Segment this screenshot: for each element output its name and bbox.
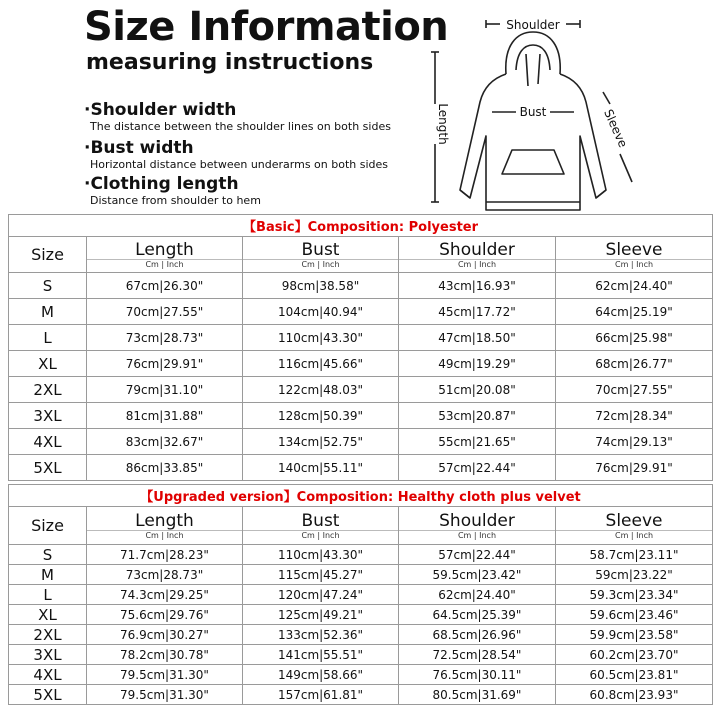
size-cell: 2XL (9, 377, 87, 403)
shoulder-header (399, 237, 556, 273)
column-name: Length (135, 510, 194, 531)
size-cell: L (9, 325, 87, 351)
column-name: Bust (301, 510, 340, 531)
size-cell: 2XL (9, 625, 87, 645)
bust-cell: 98cm|38.58" (243, 273, 399, 299)
shoulder-label: Shoulder (506, 18, 560, 32)
unit-label: Cm | Inch (243, 530, 398, 540)
instruction-description: Horizontal distance between underarms on both sides (90, 158, 389, 171)
instruction-description: The distance between the shoulder lines on both sides (90, 120, 391, 133)
shoulder-cell: 57cm|22.44" (399, 545, 556, 565)
shoulder-cell: 43cm|16.93" (399, 273, 556, 299)
bust-cell: 116cm|45.66" (243, 351, 399, 377)
unit-label: Cm | Inch (87, 259, 242, 269)
bust-cell: 149cm|58.66" (243, 665, 399, 685)
instruction-heading: ·Clothing length (84, 174, 239, 194)
size-cell: L (9, 585, 87, 605)
length-cell: 81cm|31.88" (87, 403, 243, 429)
sleeve-header (556, 507, 713, 545)
table-header-row (9, 237, 713, 273)
column-name: Length (135, 239, 194, 260)
shoulder-cell: 53cm|20.87" (399, 403, 556, 429)
sleeve-label: Sleeve (601, 107, 631, 150)
unit-label: Cm | Inch (87, 530, 242, 540)
column-name: Sleeve (605, 510, 663, 531)
length-cell: 67cm|26.30" (87, 273, 243, 299)
size-cell: S (9, 273, 87, 299)
sleeve-cell: 59.9cm|23.58" (556, 625, 713, 645)
bust-cell: 128cm|50.39" (243, 403, 399, 429)
length-cell: 79.5cm|31.30" (87, 665, 243, 685)
length-header (87, 237, 243, 273)
shoulder-cell: 68.5cm|26.96" (399, 625, 556, 645)
table-header-row (9, 507, 713, 545)
bust-cell: 157cm|61.81" (243, 685, 399, 705)
shoulder-cell: 76.5cm|30.11" (399, 665, 556, 685)
table-row (9, 585, 713, 605)
table-row (9, 325, 713, 351)
table-row (9, 429, 713, 455)
bust-cell: 134cm|52.75" (243, 429, 399, 455)
sleeve-cell: 72cm|28.34" (556, 403, 713, 429)
sleeve-cell: 60.2cm|23.70" (556, 645, 713, 665)
length-cell: 71.7cm|28.23" (87, 545, 243, 565)
instruction-heading: ·Shoulder width (84, 100, 237, 120)
length-cell: 83cm|32.67" (87, 429, 243, 455)
sleeve-cell: 60.5cm|23.81" (556, 665, 713, 685)
bust-label: Bust (519, 105, 547, 119)
column-name: Bust (301, 239, 340, 260)
length-cell: 79cm|31.10" (87, 377, 243, 403)
unit-label: Cm | Inch (399, 259, 555, 269)
sleeve-cell: 76cm|29.91" (556, 455, 713, 481)
table-caption: 【Upgraded version】Composition: Healthy cloth plus velvet (9, 485, 713, 507)
column-name: Shoulder (439, 510, 515, 531)
length-cell: 70cm|27.55" (87, 299, 243, 325)
bust-cell: 133cm|52.36" (243, 625, 399, 645)
hoodie-measurement-diagram (420, 12, 650, 212)
bust-cell: 115cm|45.27" (243, 565, 399, 585)
shoulder-cell: 64.5cm|25.39" (399, 605, 556, 625)
page-title: Size Information (84, 4, 449, 50)
table-row (9, 299, 713, 325)
sleeve-cell: 59.6cm|23.46" (556, 605, 713, 625)
shoulder-cell: 59.5cm|23.42" (399, 565, 556, 585)
sleeve-cell: 60.8cm|23.93" (556, 685, 713, 705)
shoulder-cell: 45cm|17.72" (399, 299, 556, 325)
size-cell: 4XL (9, 665, 87, 685)
size-cell: M (9, 299, 87, 325)
table-row (9, 403, 713, 429)
shoulder-cell: 72.5cm|28.54" (399, 645, 556, 665)
sleeve-cell: 59.3cm|23.34" (556, 585, 713, 605)
length-cell: 73cm|28.73" (87, 565, 243, 585)
size-cell: 4XL (9, 429, 87, 455)
shoulder-cell: 49cm|19.29" (399, 351, 556, 377)
bust-cell: 122cm|48.03" (243, 377, 399, 403)
table-row (9, 273, 713, 299)
bust-cell: 125cm|49.21" (243, 605, 399, 625)
bust-header (243, 237, 399, 273)
length-cell: 74.3cm|29.25" (87, 585, 243, 605)
size-cell: 3XL (9, 403, 87, 429)
table-row (9, 645, 713, 665)
instruction-bust-width (84, 138, 388, 172)
bust-cell: 120cm|47.24" (243, 585, 399, 605)
size-header: Size (9, 237, 87, 273)
table-row (9, 685, 713, 705)
sleeve-header (556, 237, 713, 273)
instruction-description: Distance from shoulder to hem (90, 194, 261, 207)
sleeve-cell: 68cm|26.77" (556, 351, 713, 377)
shoulder-cell: 57cm|22.44" (399, 455, 556, 481)
unit-label: Cm | Inch (399, 530, 555, 540)
shoulder-cell: 47cm|18.50" (399, 325, 556, 351)
bust-cell: 140cm|55.11" (243, 455, 399, 481)
table-caption: 【Basic】Composition: Polyester (9, 215, 713, 237)
table-row (9, 545, 713, 565)
size-cell: XL (9, 351, 87, 377)
table-row (9, 455, 713, 481)
length-label: Length (436, 103, 450, 145)
bust-cell: 110cm|43.30" (243, 325, 399, 351)
table-row (9, 605, 713, 625)
sleeve-cell: 66cm|25.98" (556, 325, 713, 351)
sleeve-cell: 62cm|24.40" (556, 273, 713, 299)
length-cell: 75.6cm|29.76" (87, 605, 243, 625)
length-cell: 76cm|29.91" (87, 351, 243, 377)
unit-label: Cm | Inch (556, 530, 712, 540)
shoulder-cell: 62cm|24.40" (399, 585, 556, 605)
table-row (9, 565, 713, 585)
column-name: Shoulder (439, 239, 515, 260)
instruction-heading: ·Bust width (84, 138, 194, 158)
table-row (9, 351, 713, 377)
size-cell: 5XL (9, 455, 87, 481)
size-table-upgraded (8, 484, 713, 705)
length-header (87, 507, 243, 545)
sleeve-cell: 70cm|27.55" (556, 377, 713, 403)
sleeve-cell: 58.7cm|23.11" (556, 545, 713, 565)
length-cell: 76.9cm|30.27" (87, 625, 243, 645)
bust-header (243, 507, 399, 545)
size-cell: M (9, 565, 87, 585)
hoodie-icon (420, 12, 650, 212)
shoulder-header (399, 507, 556, 545)
bust-cell: 110cm|43.30" (243, 545, 399, 565)
length-cell: 78.2cm|30.78" (87, 645, 243, 665)
table-row (9, 665, 713, 685)
bust-cell: 141cm|55.51" (243, 645, 399, 665)
sleeve-cell: 59cm|23.22" (556, 565, 713, 585)
table-row (9, 625, 713, 645)
instruction-clothing-length (84, 174, 261, 208)
column-name: Sleeve (605, 239, 663, 260)
shoulder-cell: 55cm|21.65" (399, 429, 556, 455)
length-cell: 86cm|33.85" (87, 455, 243, 481)
unit-label: Cm | Inch (556, 259, 712, 269)
shoulder-cell: 80.5cm|31.69" (399, 685, 556, 705)
size-table-basic (8, 214, 713, 481)
length-cell: 79.5cm|31.30" (87, 685, 243, 705)
table-row (9, 377, 713, 403)
shoulder-cell: 51cm|20.08" (399, 377, 556, 403)
sleeve-cell: 64cm|25.19" (556, 299, 713, 325)
unit-label: Cm | Inch (243, 259, 398, 269)
bust-cell: 104cm|40.94" (243, 299, 399, 325)
size-header: Size (9, 507, 87, 545)
size-cell: 3XL (9, 645, 87, 665)
page-subtitle: measuring instructions (86, 50, 374, 75)
instruction-shoulder-width (84, 100, 391, 134)
size-cell: 5XL (9, 685, 87, 705)
length-cell: 73cm|28.73" (87, 325, 243, 351)
size-cell: XL (9, 605, 87, 625)
sleeve-cell: 74cm|29.13" (556, 429, 713, 455)
size-cell: S (9, 545, 87, 565)
